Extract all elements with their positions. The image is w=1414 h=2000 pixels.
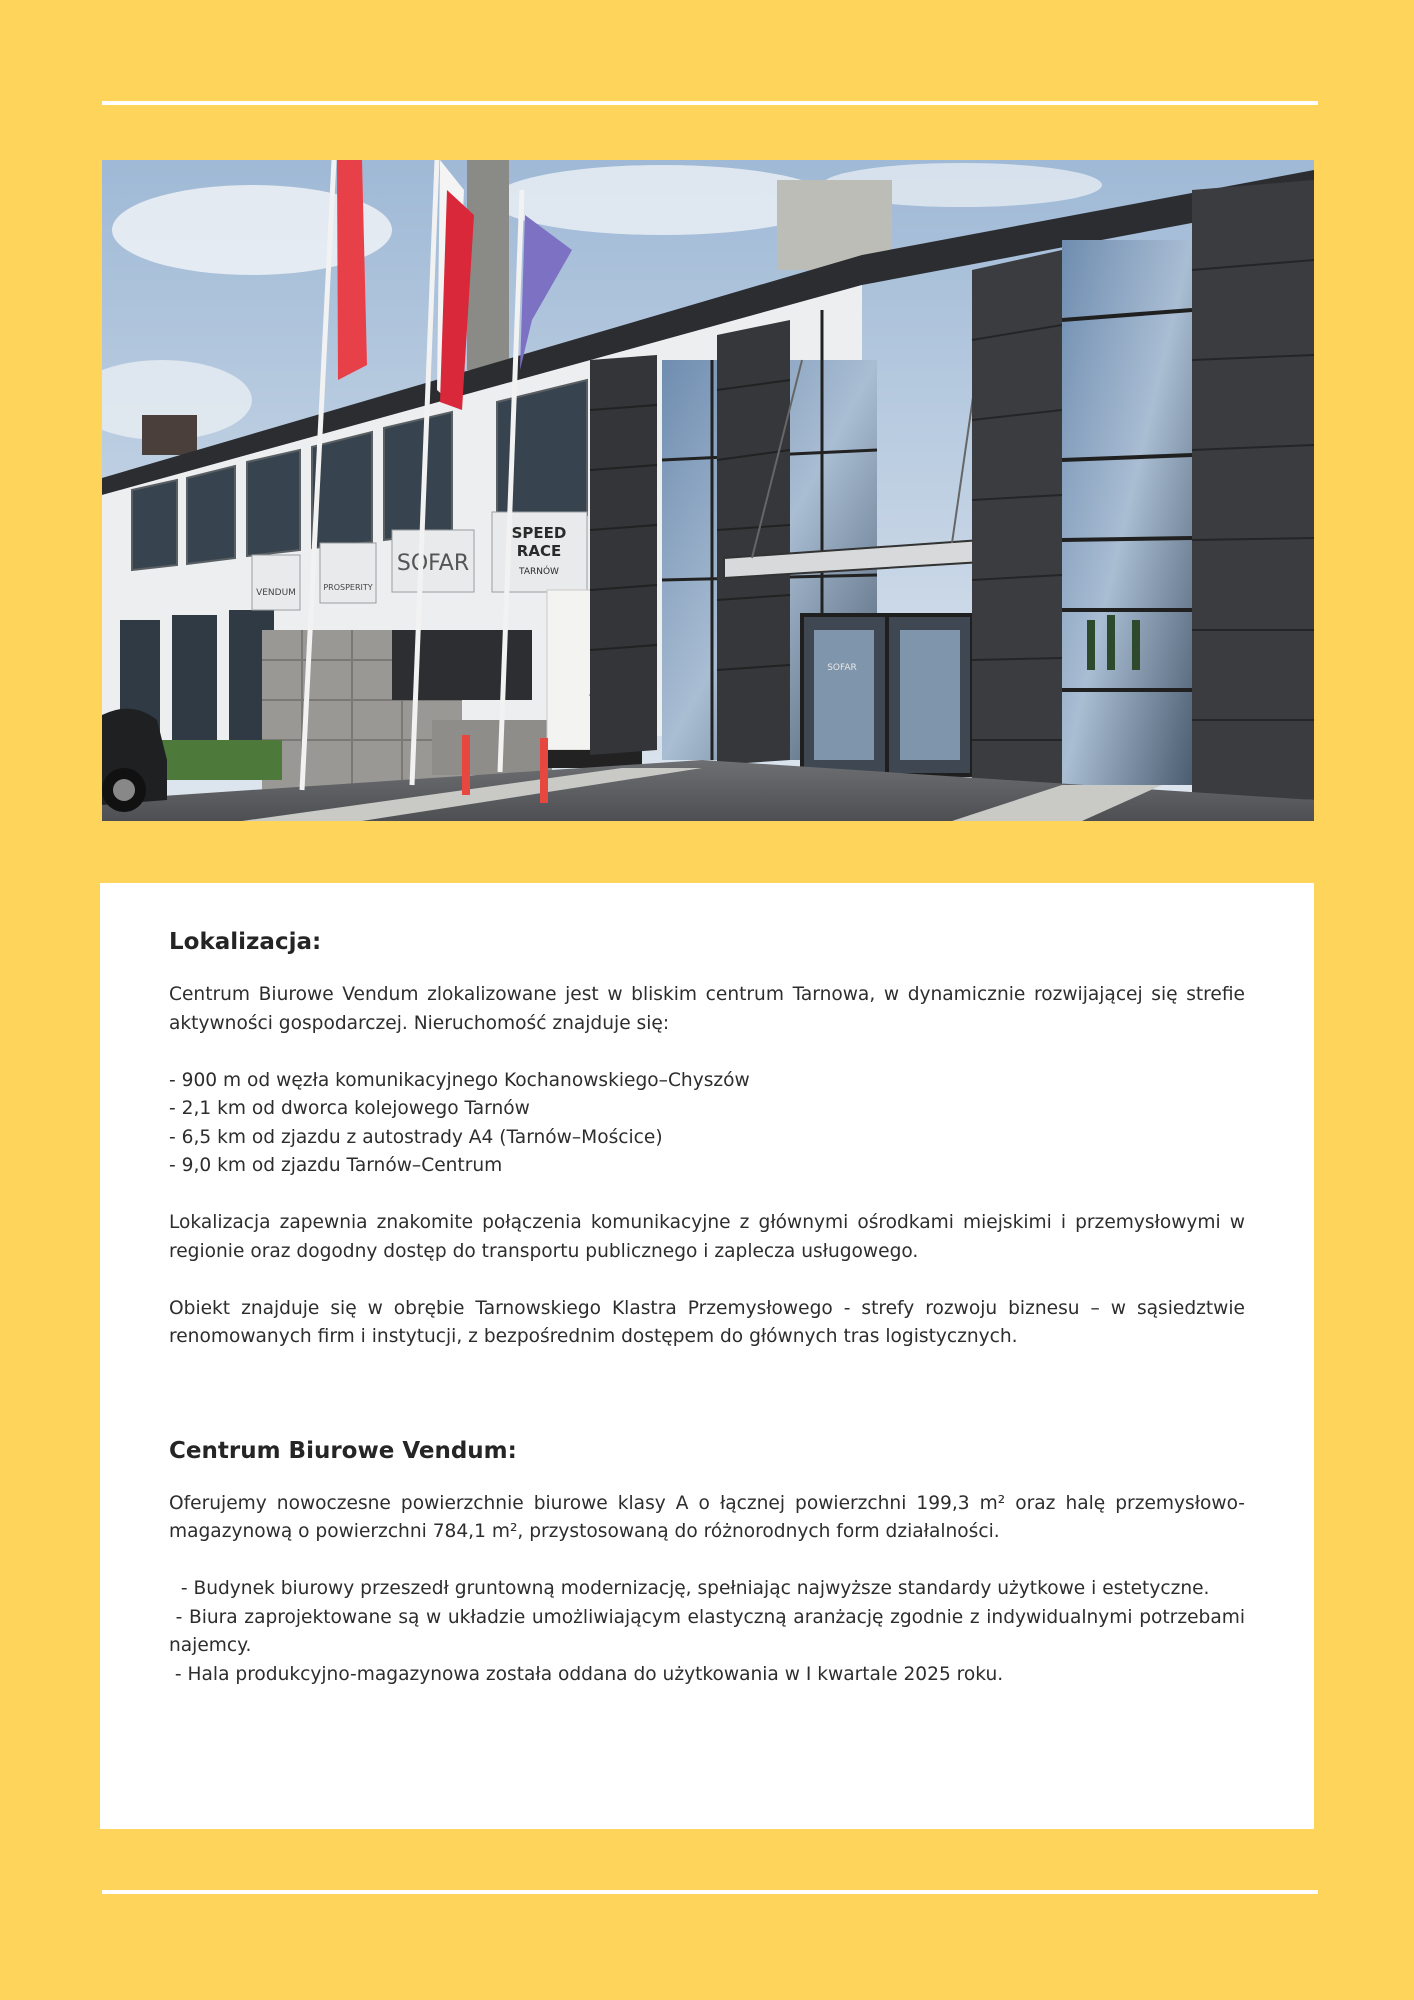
distance-item: - 2,1 km od dworca kolejowego Tarnów: [169, 1098, 530, 1119]
sign-vendum: VENDUM: [256, 588, 296, 598]
sign-speed-line1: SPEED: [511, 524, 567, 542]
spacer: [169, 1266, 1245, 1295]
centre-title: Centrum Biurowe Vendum:: [169, 1437, 517, 1464]
top-divider: [102, 101, 1318, 105]
location-title: Lokalizacja:: [169, 929, 322, 955]
sign-sofar: SOFAR: [396, 551, 470, 576]
bottom-divider: [102, 1890, 1318, 1894]
centre-bullet: - Biura zaprojektowane są w układzie umożliwiającym elastyczną aranżację zgodnie z indywidualnymi potrzebami najemcy.: [169, 1606, 1251, 1656]
building-photo: [102, 160, 1314, 821]
content-card: [100, 883, 1314, 1829]
centre-bullet: - Budynek biurowy przeszedł gruntowną modernizację, spełniając najwyższe standardy użytkowe i estetyczne.: [169, 1578, 1210, 1599]
distance-item: - 900 m od węzła komunikacyjnego Kochanowskiego–Chyszów: [169, 1069, 750, 1091]
location-paragraph-connections: Lokalizacja zapewnia znakomite połączenia komunikacyjne z głównymi ośrodkami miejskimi i przemysłowymi w regionie oraz dogodny dostęp do transportu publicznego i zaplecza usługowego.: [169, 1212, 1245, 1262]
distance-item: - 9,0 km od zjazdu Tarnów–Centrum: [169, 1155, 503, 1176]
location-paragraph-cluster: Obiekt znajduje się w obrębie Tarnowskiego Klastra Przemysłowego - strefy rozwoju biznesu – w sąsiedztwie renomowanych firm i instytucji, z bezpośrednim dostępem do głównych tras logistycznych.: [169, 1297, 1245, 1347]
building-illustration: [102, 160, 1314, 821]
centre-intro: Oferujemy nowoczesne powierzchnie biurowe klasy A o łącznej powierzchni 199,3 m² oraz halę przemysłowo-magazynową o powierzchni 784,1 m², przystosowaną do różnorodnych form działalności.: [169, 1492, 1245, 1542]
location-intro: Centrum Biurowe Vendum zlokalizowane jest w bliskim centrum Tarnowa, w dynamicznie rozwijającej się strefie aktywności gospodarczej. Nieruchomość znajduje się:: [169, 984, 1245, 1034]
spacer: [169, 1038, 1245, 1067]
distance-item: - 6,5 km od zjazdu z autostrady A4 (Tarnów–Mościce): [169, 1126, 663, 1148]
centre-bullet: - Hala produkcyjno-magazynowa została oddana do użytkowania w I kwartale 2025 roku.: [169, 1663, 1004, 1685]
door-logo: SOFAR: [827, 663, 857, 673]
content-body: [169, 927, 1251, 1689]
spacer: [169, 1181, 1245, 1210]
sign-prosperity: PROSPERITY: [323, 583, 373, 592]
sign-speed-line3: TARNÓW: [519, 567, 559, 577]
spacer: [169, 1547, 1245, 1576]
sign-speed-line2: RACE: [516, 542, 562, 560]
